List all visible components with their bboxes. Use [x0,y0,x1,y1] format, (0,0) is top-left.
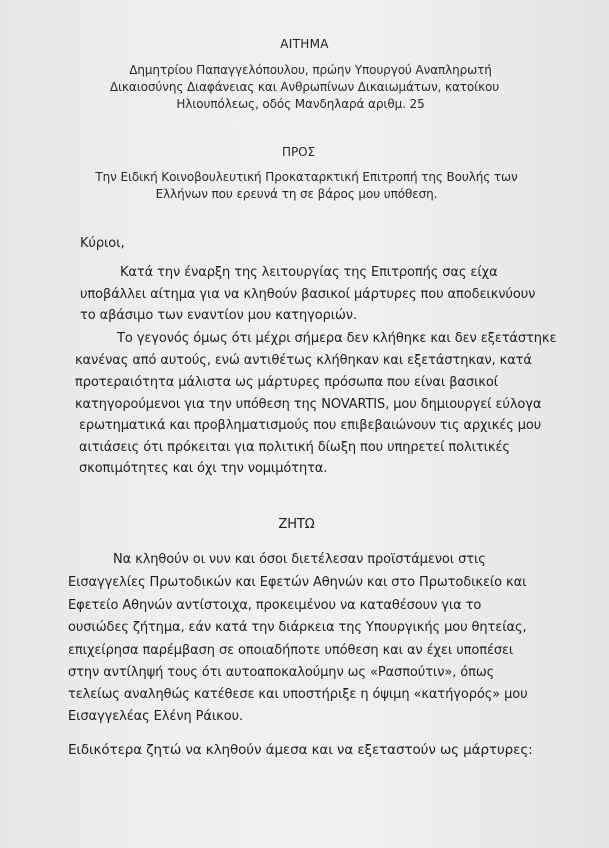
paragraph-line: Εισαγγελέας Ελένη Ράικου. [68,709,244,724]
recipient-line: Την Ειδική Κοινοβουλευτική Προκαταρκτική Επιτροπή της Βουλής των [95,170,518,184]
paragraph-line: προτεραιότητα μάλιστα ως μάρτυρες πρόσωπα που είναι βασικοί [75,375,499,390]
to-heading: ΠΡΟΣ [282,145,315,159]
paragraph-line: κανένας από αυτούς, ενώ αντιθέτως κλήθηκαν και εξετάστηκαν, κατά [75,353,532,368]
paragraph-line: Εφετείο Αθηνών αντίστοιχα, προκειμένου να καταθέσουν για το [68,598,482,613]
paragraph-line: κατηγορούμενοι για την υπόθεση της NOVARTIS, μου δημιουργεί εύλογα [75,397,542,412]
salutation: Κύριοι, [80,236,125,251]
paragraph-line: Κατά την έναρξη της λειτουργίας της Επιτροπής σας είχα [120,265,498,280]
author-line: Δικαιοσύνης Διαφάνειας και Ανθρωπίνων Δικαιωμάτων, κατοίκου [109,80,500,94]
author-line: Δημητρίου Παπαγγελόπουλου, πρώην Υπουργού Αναπληρωτή [129,63,492,77]
author-line: Ηλιουπόλεως, οδός Μανδηλαρά αριθμ. 25 [176,97,425,111]
paragraph-line: Εισαγγελίες Πρωτοδικών και Εφετών Αθηνών και στο Πρωτοδικείο και [68,575,527,590]
paragraph-line: τελείως αναληθώς κατέθεσε και υποστήριξε η όψιμη «κατήγορός» μου [68,687,528,702]
recipient-line: Ελλήνων που ερευνά τη σε βάρος μου υπόθεση. [155,187,438,201]
paragraph-line: το αβάσιμο των εναντίον μου κατηγοριών. [80,308,357,323]
paragraph-line: Το γεγονός όμως ότι μέχρι σήμερα δεν κλήθηκε και δεν εξετάστηκε [117,331,557,346]
demand-heading: ΖΗΤΩ [278,517,315,532]
paragraph-line: υποβάλλει αίτημα για να κληθούν βασικοί μάρτυρες που αποδεικνύουν [80,287,536,302]
document-title: ΑΙΤΗΜΑ [280,37,329,51]
paragraph-line: στην αντίληψή τους ότι αυτοαποκαλούμην ως «Ρασπούτιν», όπως [68,665,495,680]
paragraph-line: ουσιώδες ζήτημα, εάν κατά την διάρκεια της Υπουργικής μου θητείας, [68,620,527,635]
paragraph-line: αιτιάσεις ότι πρόκειται για πολιτική δίωξη που υπηρετεί πολιτικές [79,440,510,455]
paragraph-line: σκοπιμότητες και όχι την νομιμότητα. [79,461,328,476]
paragraph-line: Να κληθούν οι νυν και όσοι διετέλεσαν προϊστάμενοι στις [113,552,486,567]
paragraph-line: επιχείρησα παρέμβαση σε οποιαδήποτε υπόθεση και αν έχει υποπέσει [68,643,514,658]
paragraph-line: Ειδικότερα ζητώ να κληθούν άμεσα και να εξεταστούν ως μάρτυρες: [68,742,533,758]
paragraph-line: ερωτηματικά και προβληματισμούς που επιβεβαιώνουν τις αρχικές μου [79,418,542,433]
